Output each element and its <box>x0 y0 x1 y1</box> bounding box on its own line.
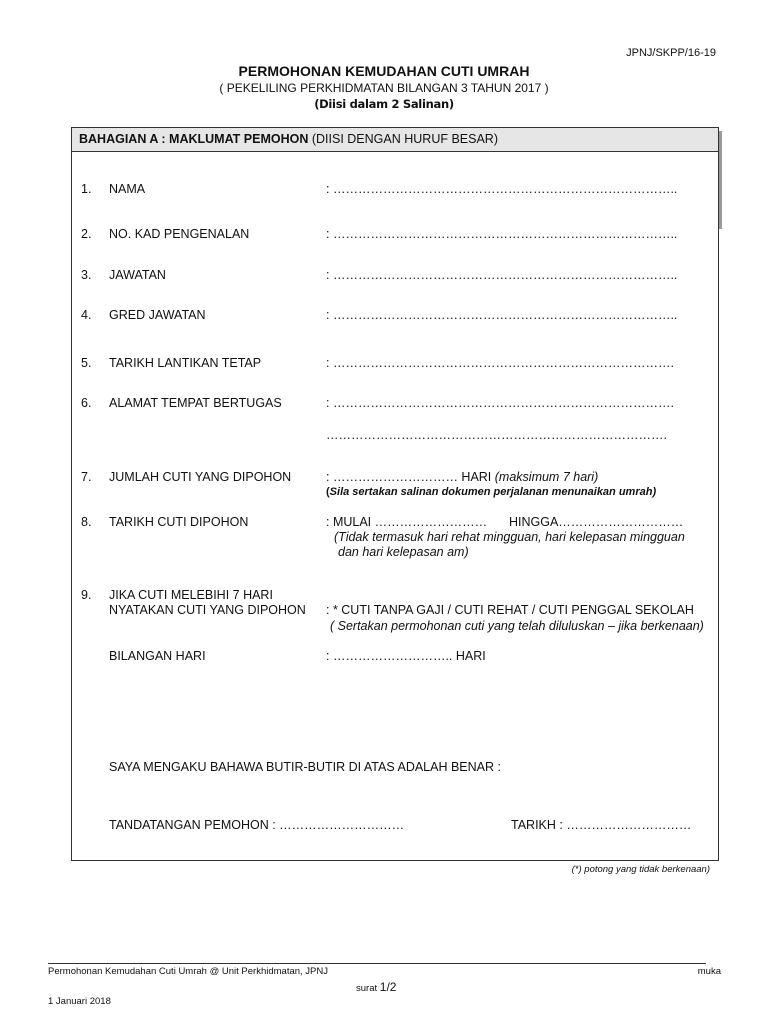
footer-page-value: 1/2 <box>379 980 397 994</box>
field-3-input[interactable]: : ……………………………………………………………………….. <box>326 268 678 282</box>
field-7-note-bold: Sila sertakan salinan dokumen perjalanan menunaikan umrah) <box>329 486 657 498</box>
box-shadow <box>719 131 722 229</box>
footer-muka: muka <box>697 966 721 977</box>
declaration-statement: SAYA MENGAKU BAHAWA BUTIR-BUTIR DI ATAS ADALAH BENAR : <box>109 760 501 774</box>
field-8-note-line1: (Tidak termasuk hari rehat mingguan, hari kelepasan mingguan <box>334 530 685 544</box>
footnote: (*) potong yang tidak berkenaan) <box>571 864 710 875</box>
section-a-header <box>72 128 718 152</box>
date-field[interactable]: TARIKH : ………………………… <box>511 818 692 832</box>
copies-note: (Diisi dalam 2 Salinan) <box>314 97 454 111</box>
field-4-label: GRED JAWATAN <box>109 308 206 322</box>
field-1-input[interactable]: : ……………………………………………………………………….. <box>326 182 678 196</box>
footer-divider <box>48 963 706 964</box>
field-8-number: 8. <box>81 515 92 529</box>
field-3-label: JAWATAN <box>109 268 166 282</box>
footer-date: 1 Januari 2018 <box>48 996 111 1007</box>
footer-document-name: Permohonan Kemudahan Cuti Umrah @ Unit Perkhidmatan, JPNJ <box>48 966 328 977</box>
field-5-label: TARIKH LANTIKAN TETAP <box>109 356 262 370</box>
field-4-input[interactable]: : ……………………………………………………………………….. <box>326 308 678 322</box>
footer-surat: surat <box>356 983 378 994</box>
field-1-number: 1. <box>81 182 92 196</box>
field-2-label: NO. KAD PENGENALAN <box>109 227 250 241</box>
field-7-note-open: ( <box>326 486 330 498</box>
field-7-input[interactable] <box>326 470 598 484</box>
field-7-number: 7. <box>81 470 92 484</box>
field-8-note-line2: dan hari kelepasan am) <box>338 545 469 559</box>
field-8-label: TARIKH CUTI DIPOHON <box>109 515 249 529</box>
field-7-doc-note <box>326 486 656 498</box>
form-title: PERMOHONAN KEMUDAHAN CUTI UMRAH <box>238 63 530 79</box>
form-subtitle: ( PEKELILING PERKHIDMATAN BILANGAN 3 TAHUN 2017 ) <box>219 81 549 95</box>
field-6-input[interactable]: : ………………………………………………………………………. <box>326 396 674 410</box>
field-4-number: 4. <box>81 308 92 322</box>
footer-page-number <box>356 980 396 994</box>
field-8-start-input[interactable]: : MULAI ……………………… <box>326 515 488 529</box>
field-9-number: 9. <box>81 588 92 602</box>
field-1-label: NAMA <box>109 182 146 196</box>
field-7-value: : ………………………… HARI <box>326 470 495 484</box>
reference-code: JPNJ/SKPP/16-19 <box>626 47 716 59</box>
section-a-note: (DIISI DENGAN HURUF BESAR) <box>308 132 498 146</box>
field-5-input[interactable]: : ………………………………………………………………………. <box>326 356 674 370</box>
field-5-number: 5. <box>81 356 92 370</box>
field-3-number: 3. <box>81 268 92 282</box>
field-9-label-line1: JIKA CUTI MELEBIHI 7 HARI <box>109 588 273 602</box>
days-count-input[interactable]: : ……………………….. HARI <box>326 649 486 663</box>
days-count-label: BILANGAN HARI <box>109 649 206 663</box>
field-9-note: ( Sertakan permohonan cuti yang telah diluluskan – jika berkenaan) <box>330 619 704 633</box>
field-9-label-line2: NYATAKAN CUTI YANG DIPOHON <box>109 603 306 617</box>
field-6-input-line2[interactable]: ………………………………………………………………………. <box>326 428 667 442</box>
field-7-max-note: (maksimum 7 hari) <box>494 470 599 484</box>
field-8-end-input[interactable]: HINGGA………………………… <box>509 515 684 529</box>
field-6-label: ALAMAT TEMPAT BERTUGAS <box>109 396 282 410</box>
leave-type-options[interactable]: : * CUTI TANPA GAJI / CUTI REHAT / CUTI PENGGAL SEKOLAH <box>326 603 694 617</box>
signature-field[interactable]: TANDATANGAN PEMOHON : ………………………… <box>109 818 405 832</box>
field-7-label: JUMLAH CUTI YANG DIPOHON <box>109 470 292 484</box>
field-2-input[interactable]: : ……………………………………………………………………….. <box>326 227 678 241</box>
section-a-title: BAHAGIAN A : MAKLUMAT PEMOHON <box>79 132 309 146</box>
field-2-number: 2. <box>81 227 92 241</box>
field-6-number: 6. <box>81 396 92 410</box>
